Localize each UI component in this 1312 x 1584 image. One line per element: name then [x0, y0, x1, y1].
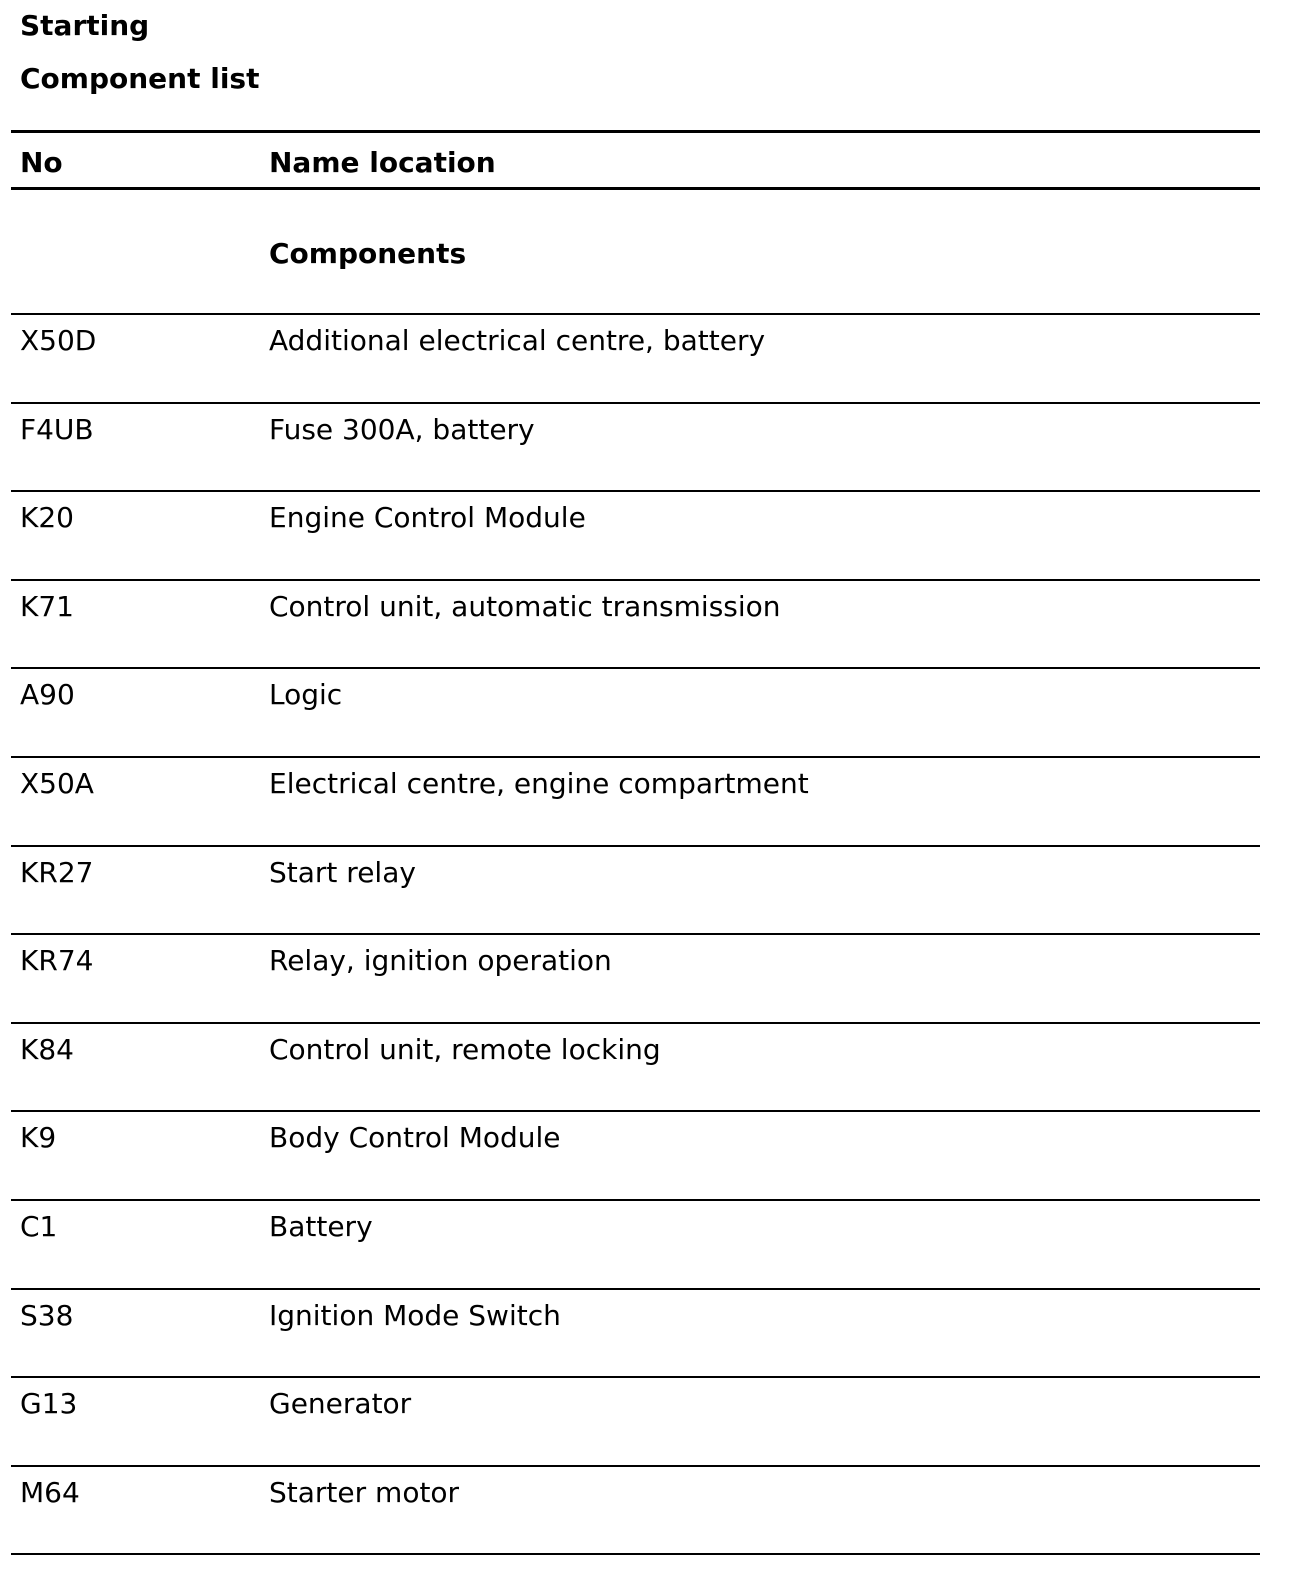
table-row: [11, 847, 1260, 936]
component-number: X50A: [20, 766, 94, 800]
component-name-location: Ignition Mode Switch: [269, 1298, 561, 1332]
table-row: [11, 1024, 1260, 1113]
component-name-location: Generator: [269, 1387, 412, 1421]
table-row: [11, 1290, 1260, 1379]
table-header: [11, 133, 1260, 190]
component-number: K20: [20, 501, 74, 535]
table-row: [11, 1378, 1260, 1467]
table-row: [11, 581, 1260, 670]
table-row: [11, 1112, 1260, 1201]
component-name-location: Start relay: [269, 855, 416, 889]
component-table: [11, 130, 1260, 1555]
table-row: [11, 492, 1260, 581]
table-body: [11, 315, 1260, 1555]
component-number: F4UB: [20, 412, 94, 446]
table-row: [11, 1467, 1260, 1556]
component-number: M64: [20, 1475, 80, 1509]
table-row: [11, 935, 1260, 1024]
component-number: C1: [20, 1209, 58, 1243]
table-row: [11, 669, 1260, 758]
component-name-location: Logic: [269, 678, 343, 712]
component-number: S38: [20, 1298, 74, 1332]
component-number: K84: [20, 1032, 74, 1066]
component-number: A90: [20, 678, 75, 712]
component-number: K71: [20, 589, 74, 623]
component-number: K9: [20, 1121, 57, 1155]
table-row: [11, 1201, 1260, 1290]
table-row: [11, 758, 1260, 847]
component-name-location: Electrical centre, engine compartment: [269, 766, 809, 800]
component-name-location: Engine Control Module: [269, 501, 586, 535]
component-name-location: Battery: [269, 1209, 373, 1243]
table-row: [11, 315, 1260, 404]
component-name-location: Starter motor: [269, 1475, 460, 1509]
component-name-location: Control unit, automatic transmission: [269, 589, 781, 623]
header-no: No: [20, 146, 63, 179]
component-name-location: Relay, ignition operation: [269, 944, 612, 978]
component-name-location: Control unit, remote locking: [269, 1032, 661, 1066]
header-name-location: Name location: [269, 146, 496, 179]
component-name-location: Fuse 300A, battery: [269, 412, 535, 446]
table-row: [11, 404, 1260, 493]
section-label: Components: [269, 237, 467, 270]
component-name-location: Body Control Module: [269, 1121, 561, 1155]
document-title: Starting: [20, 9, 150, 42]
component-number: X50D: [20, 324, 97, 357]
component-name-location: Additional electrical centre, battery: [269, 324, 766, 357]
component-number: KR27: [20, 855, 94, 889]
document-subtitle: Component list: [20, 62, 260, 95]
component-number: G13: [20, 1387, 78, 1421]
component-number: KR74: [20, 944, 94, 978]
section-row: [11, 190, 1260, 315]
